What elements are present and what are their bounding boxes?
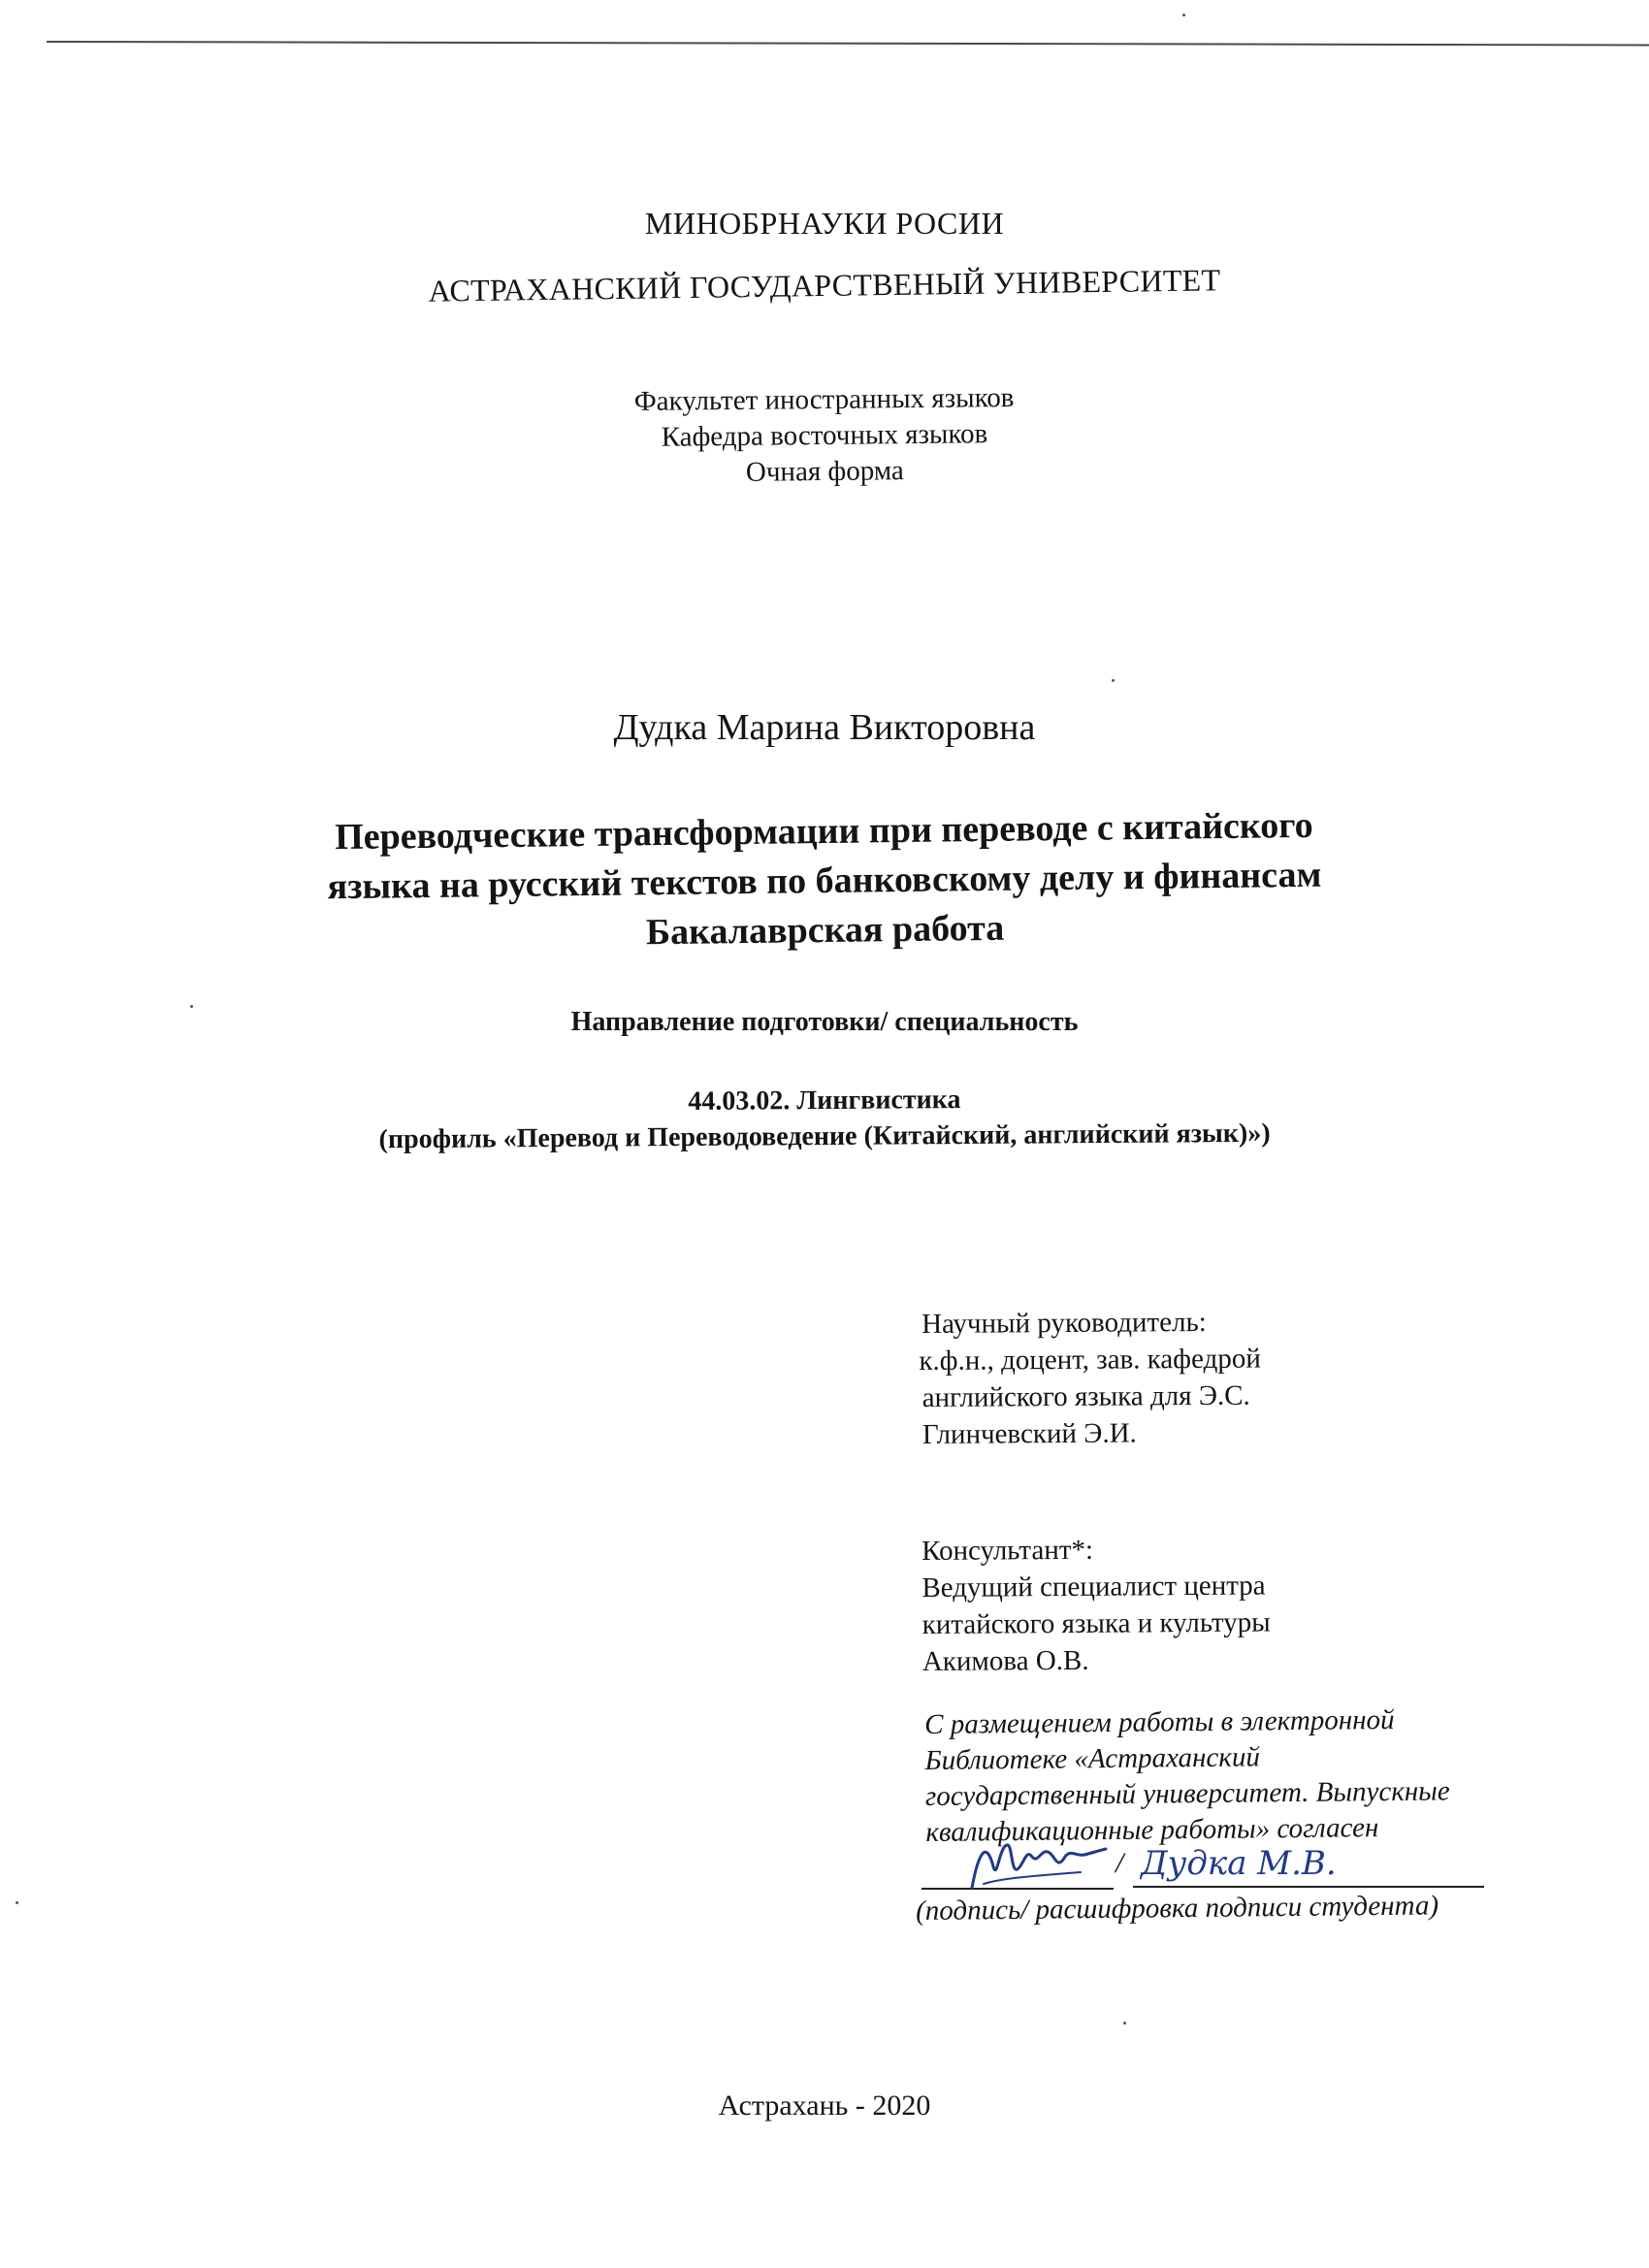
- author-name: Дудка Марина Викторовна: [613, 707, 1036, 748]
- faculty-name: Факультет иностранных языков: [633, 381, 1015, 418]
- specialty-block: [0, 1077, 1649, 1160]
- specialty-code: 44.03.02. Лингвистика: [688, 1085, 961, 1117]
- consultant-name: Акимова О.В.: [922, 1644, 1089, 1677]
- specialty-profile: (профиль «Перевод и Переводоведение (Китайский, английский язык)»): [378, 1118, 1271, 1155]
- study-form: Очная форма: [745, 455, 904, 488]
- scan-speck: [1182, 14, 1185, 16]
- department-name: Кафедра восточных языков: [661, 418, 988, 453]
- consultant-label: Консультант*:: [922, 1534, 1094, 1567]
- agreement-line: Библиотеке «Астраханский: [924, 1741, 1261, 1776]
- signature-caption: (подпись/ расшифровка подписи студента): [916, 1890, 1439, 1927]
- signature-separator: /: [1116, 1847, 1124, 1879]
- thesis-title: [0, 797, 1649, 966]
- agreement-line: С размещением работы в электронной: [924, 1703, 1395, 1740]
- supervisor-name: Глинчевский Э.И.: [922, 1417, 1137, 1450]
- handwritten-name-text: Дудка М.В.: [1141, 1844, 1337, 1883]
- supervisor-label: Научный руководитель:: [922, 1306, 1207, 1340]
- consultant-position: Ведущий специалист центра: [922, 1570, 1266, 1604]
- consultant-block: [922, 1530, 1271, 1680]
- thesis-title-line: языка на русский текстов по банковскому делу и финансам: [327, 854, 1322, 908]
- agreement-line: квалификационные работы» согласен: [925, 1812, 1379, 1848]
- scan-top-border: [47, 41, 1649, 46]
- supervisor-position: английского языка для Э.С.: [922, 1379, 1250, 1413]
- supervisor-position: к.ф.н., доцент, зав. кафедрой: [919, 1343, 1261, 1377]
- thesis-title-line: Переводческие трансформации при переводе с китайского: [334, 804, 1313, 859]
- faculty-block: [0, 373, 1649, 499]
- supervisor-block: [919, 1304, 1261, 1453]
- ministry-heading: МИНОБРНАУКИ РОСИИ: [644, 206, 1005, 241]
- direction-label: Направление подготовки/ специальность: [570, 1007, 1079, 1037]
- consultant-position: китайского языка и культуры: [922, 1606, 1271, 1640]
- thesis-type: Бакалаврская работа: [645, 907, 1005, 954]
- university-heading: АСТРАХАНСКИЙ ГОСУДАРСТВЕНЫЙ УНИВЕРСИТЕТ: [428, 262, 1221, 308]
- scan-speck: [1123, 2022, 1126, 2025]
- handwritten-name: [1133, 1831, 1385, 1890]
- city-year: Астрахань - 2020: [718, 2090, 931, 2122]
- agreement-line: государственный университет. Выпускные: [924, 1775, 1450, 1812]
- scan-speck: [16, 1901, 18, 1904]
- scan-speck: [1112, 679, 1115, 682]
